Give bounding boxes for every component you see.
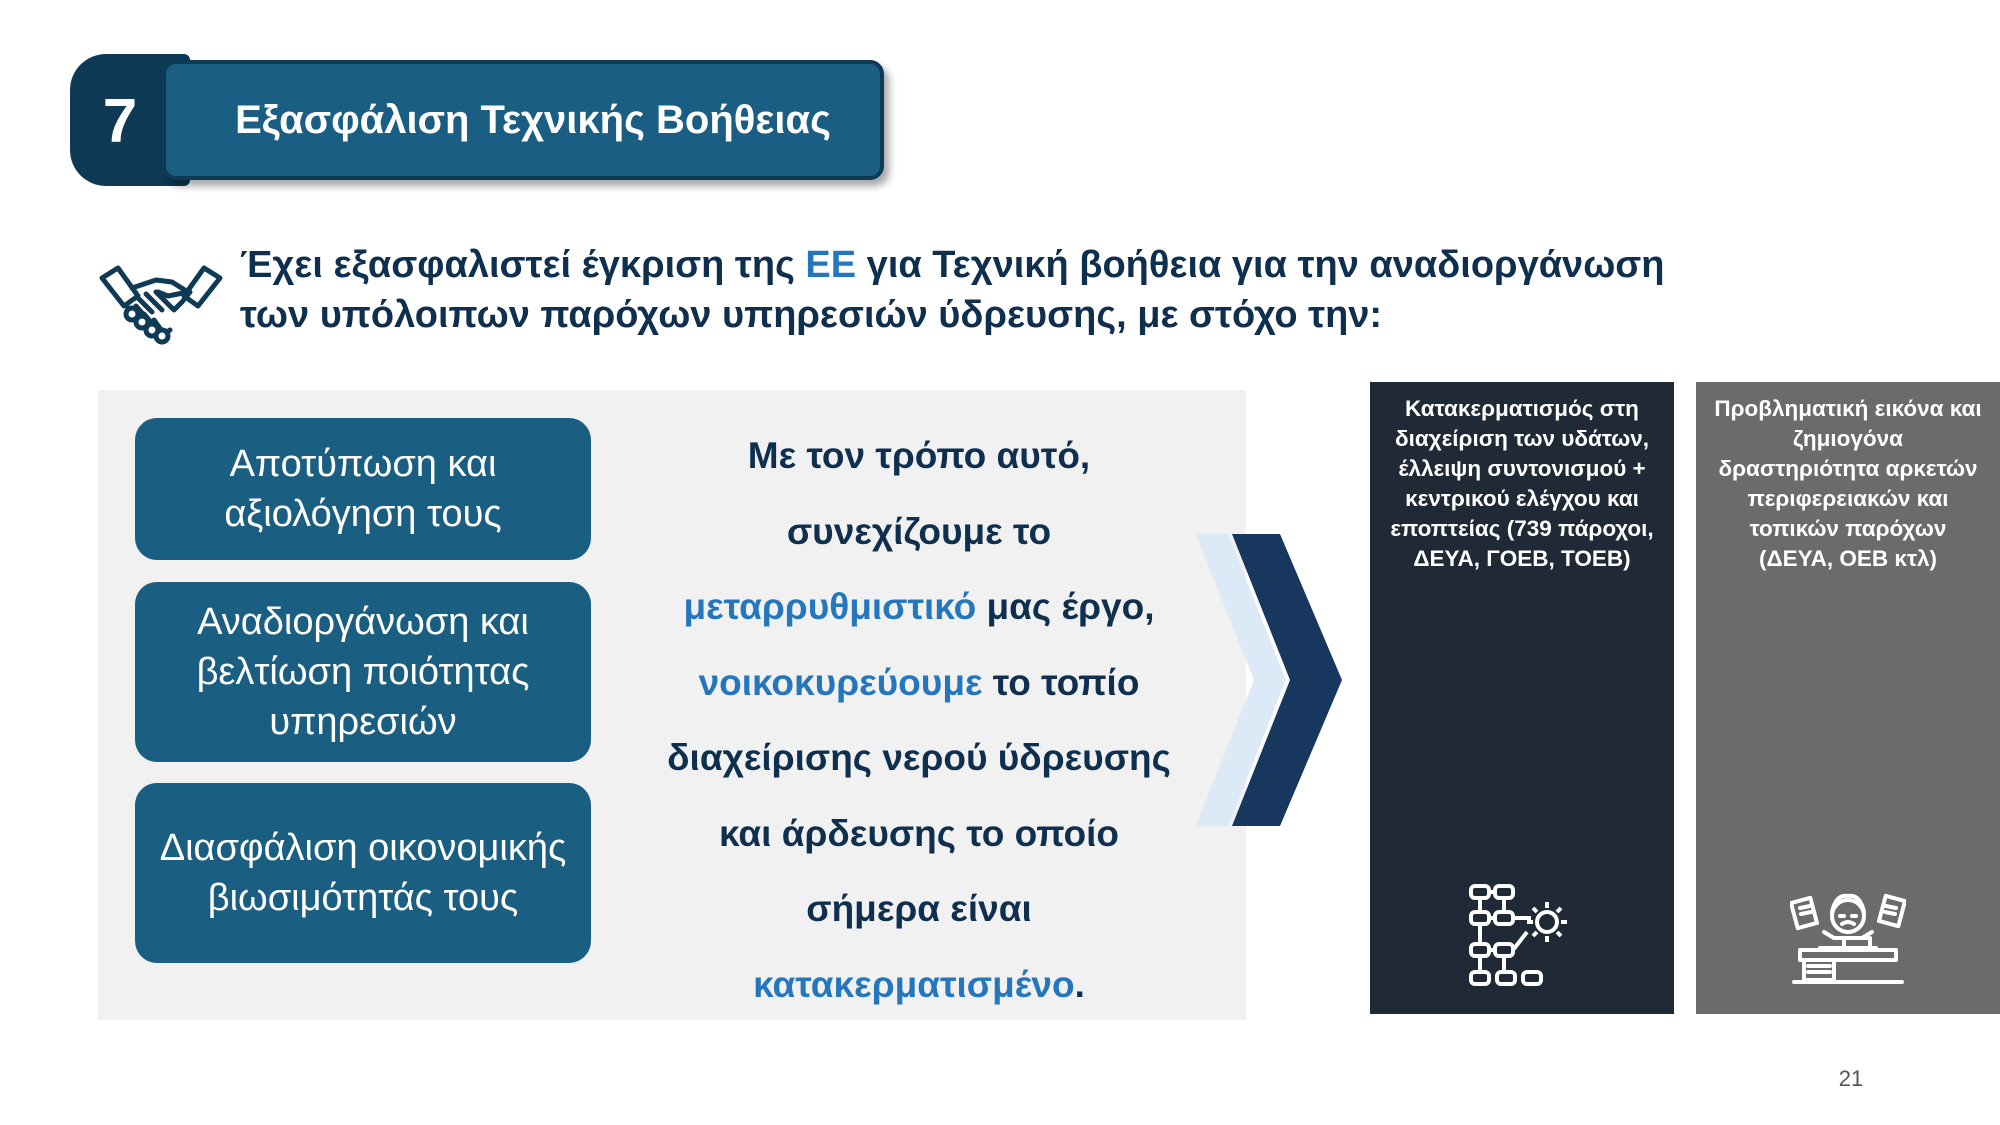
goal-label-3: Διασφάλιση οικονομικής βιωσιμότητάς τους	[159, 827, 567, 919]
intro-text	[240, 240, 1740, 340]
page-number: 21	[1838, 1066, 1864, 1091]
fragmentation-text: Κατακερματισμός στη διαχείριση των υδάτων, έλλειψη συντονισμού + κεντρικού ελέγχου και εποπτείας (739 πάροχοι, ΔΕΥΑ, ΓΟΕΒ, ΤΟΕΒ)	[1390, 396, 1654, 571]
section-header	[70, 52, 890, 192]
section-title-bar	[162, 60, 884, 180]
intro-highlight-eu: ΕΕ	[805, 244, 857, 286]
statement-part-4: .	[1074, 963, 1085, 1005]
statement-text	[656, 418, 1182, 1022]
network-gear-icon	[1467, 882, 1577, 992]
goal-pill-2	[135, 582, 591, 762]
statement-part-3: το τοπίο διαχείρισης νερού ύδρευσης και άρδευσης το οποίο σήμερα είναι	[667, 661, 1171, 929]
problematic-providers-box	[1696, 382, 2000, 1014]
goal-pill-1	[135, 418, 591, 560]
stressed-person-desk-icon	[1790, 886, 1906, 988]
intro-part-2: για Τεχνική βοήθεια για την αναδιοργάνωση των υπόλοιπων παρόχων υπηρεσιών ύδρευσης, με στόχο την:	[240, 244, 1665, 336]
statement-highlight-3: κατακερματισμένο	[753, 963, 1075, 1005]
section-number: 7	[102, 87, 138, 156]
statement-part-2: μας έργο,	[976, 586, 1155, 627]
handshake-icon	[98, 262, 224, 346]
chevron-right-icon	[1196, 534, 1342, 826]
goal-label-2: Αναδιοργάνωση και βελτίωση ποιότητας υπηρεσιών	[196, 601, 530, 743]
fragmentation-box	[1370, 382, 1674, 1014]
statement-highlight-2: νοικοκυρεύουμε	[698, 661, 983, 703]
section-title: Εξασφάλιση Τεχνικής Βοήθειας	[235, 97, 831, 142]
statement-highlight-1: μεταρρυθμιστικό	[683, 586, 977, 627]
statement-part-1: Με τον τρόπο αυτό, συνεχίζουμε το	[747, 435, 1091, 552]
problematic-providers-text: Προβληματική εικόνα και ζημιογόνα δραστηριότητα αρκετών περιφερειακών και τοπικών παρόχων (ΔΕΥΑ, ΟΕΒ κτλ)	[1714, 396, 1982, 571]
intro-part-1: Έχει εξασφαλιστεί έγκριση της	[240, 244, 806, 286]
goal-pill-3	[135, 783, 591, 963]
goal-label-1: Αποτύπωση και αξιολόγηση τους	[224, 443, 502, 535]
